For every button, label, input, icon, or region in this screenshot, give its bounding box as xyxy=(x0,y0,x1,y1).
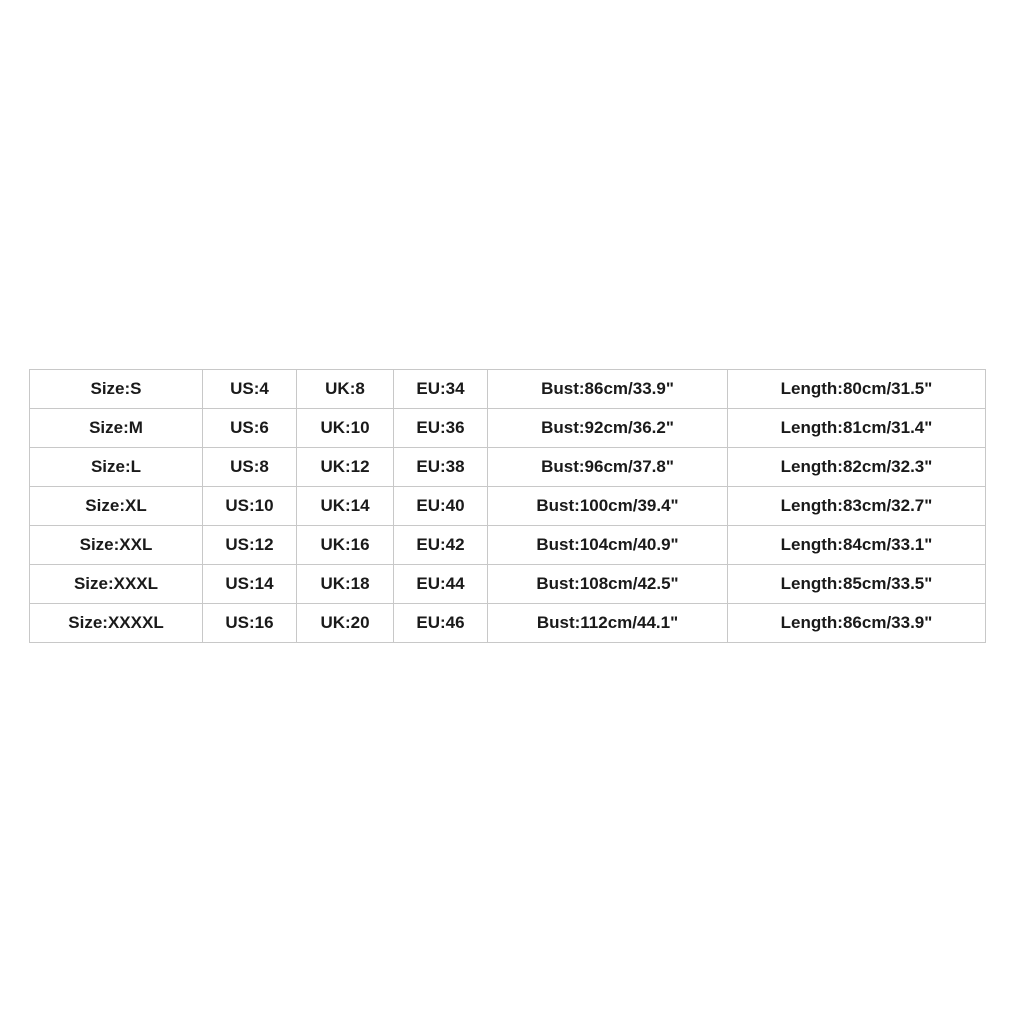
eu-size-cell: EU:36 xyxy=(394,409,488,448)
bust-cell: Bust:86cm/33.9" xyxy=(488,370,728,409)
table-row xyxy=(30,370,986,409)
eu-size-cell: EU:44 xyxy=(394,565,488,604)
table-row xyxy=(30,409,986,448)
uk-size-cell: UK:16 xyxy=(297,526,394,565)
size-chart-table xyxy=(29,369,986,643)
eu-size-cell: EU:40 xyxy=(394,487,488,526)
uk-size-cell: UK:18 xyxy=(297,565,394,604)
us-size-cell: US:8 xyxy=(203,448,297,487)
size-cell: Size:L xyxy=(30,448,203,487)
table-row xyxy=(30,565,986,604)
uk-size-cell: UK:12 xyxy=(297,448,394,487)
table-row xyxy=(30,448,986,487)
table-row xyxy=(30,604,986,643)
bust-cell: Bust:100cm/39.4" xyxy=(488,487,728,526)
size-cell: Size:XXXL xyxy=(30,565,203,604)
table-row xyxy=(30,487,986,526)
us-size-cell: US:16 xyxy=(203,604,297,643)
table-row xyxy=(30,526,986,565)
us-size-cell: US:12 xyxy=(203,526,297,565)
eu-size-cell: EU:42 xyxy=(394,526,488,565)
length-cell: Length:85cm/33.5" xyxy=(728,565,986,604)
eu-size-cell: EU:38 xyxy=(394,448,488,487)
us-size-cell: US:10 xyxy=(203,487,297,526)
bust-cell: Bust:108cm/42.5" xyxy=(488,565,728,604)
length-cell: Length:86cm/33.9" xyxy=(728,604,986,643)
bust-cell: Bust:112cm/44.1" xyxy=(488,604,728,643)
size-cell: Size:S xyxy=(30,370,203,409)
length-cell: Length:83cm/32.7" xyxy=(728,487,986,526)
size-cell: Size:XXL xyxy=(30,526,203,565)
uk-size-cell: UK:14 xyxy=(297,487,394,526)
length-cell: Length:81cm/31.4" xyxy=(728,409,986,448)
length-cell: Length:84cm/33.1" xyxy=(728,526,986,565)
size-cell: Size:M xyxy=(30,409,203,448)
us-size-cell: US:14 xyxy=(203,565,297,604)
us-size-cell: US:6 xyxy=(203,409,297,448)
eu-size-cell: EU:46 xyxy=(394,604,488,643)
bust-cell: Bust:92cm/36.2" xyxy=(488,409,728,448)
length-cell: Length:80cm/31.5" xyxy=(728,370,986,409)
uk-size-cell: UK:8 xyxy=(297,370,394,409)
size-cell: Size:XXXXL xyxy=(30,604,203,643)
eu-size-cell: EU:34 xyxy=(394,370,488,409)
size-cell: Size:XL xyxy=(30,487,203,526)
uk-size-cell: UK:20 xyxy=(297,604,394,643)
bust-cell: Bust:104cm/40.9" xyxy=(488,526,728,565)
us-size-cell: US:4 xyxy=(203,370,297,409)
length-cell: Length:82cm/32.3" xyxy=(728,448,986,487)
bust-cell: Bust:96cm/37.8" xyxy=(488,448,728,487)
uk-size-cell: UK:10 xyxy=(297,409,394,448)
